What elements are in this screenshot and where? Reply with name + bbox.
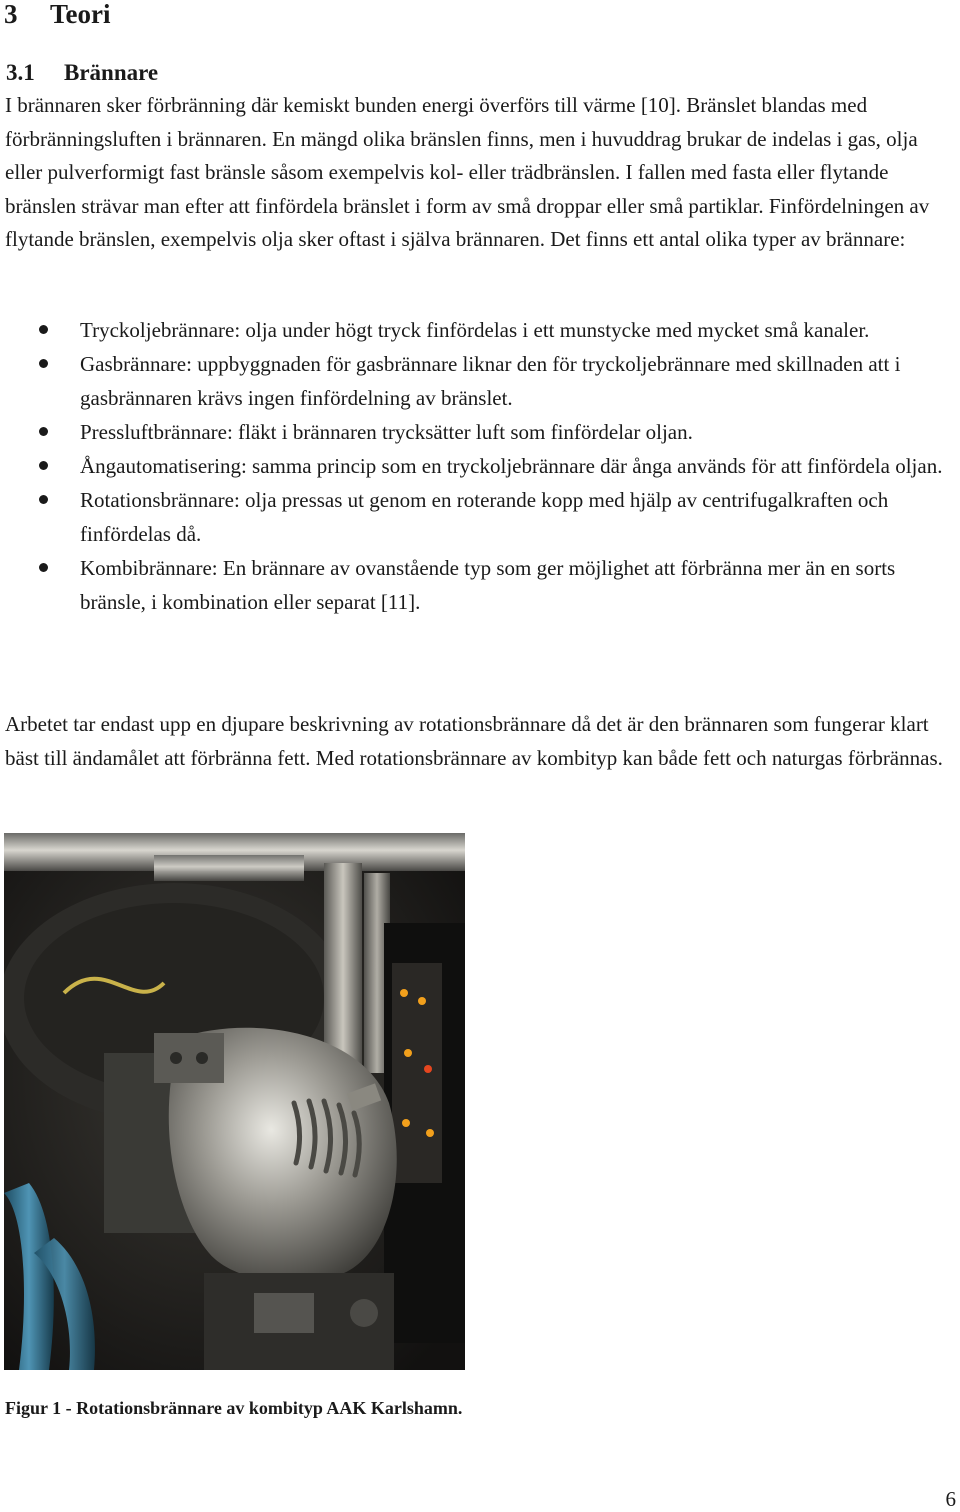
list-item-text: Pressluftbrännare: fläkt i brännaren trycksätter luft som finfördelar oljan. bbox=[80, 420, 693, 444]
bullet-icon bbox=[39, 495, 48, 504]
bullet-icon bbox=[39, 461, 48, 470]
figure-caption: Figur 1 - Rotationsbrännare av kombityp AAK Karlshamn. bbox=[5, 1398, 463, 1418]
section-heading bbox=[6, 53, 158, 93]
chapter-number: 3 bbox=[4, 0, 18, 29]
list-item-text: Rotationsbrännare: olja pressas ut genom en roterande kopp med hjälp av centrifugalkraften och finfördelas då. bbox=[80, 488, 889, 546]
burner-photo bbox=[4, 833, 465, 1370]
list-item-text: Kombibrännare: En brännare av ovanstående typ som ger möjlighet att förbränna mer än en sorts bränsle, i kombination eller separat [11]. bbox=[80, 556, 896, 614]
chapter-heading bbox=[4, 0, 111, 34]
list-item bbox=[0, 347, 950, 415]
list-item bbox=[0, 415, 950, 449]
burner-types-list bbox=[0, 313, 950, 619]
list-item bbox=[0, 551, 950, 619]
closing-paragraph: Arbetet tar endast upp en djupare beskrivning av rotationsbrännare då det är den brännaren som fungerar klart bäst till ändamålet att förbränna fett. Med rotationsbrännare av kombityp kan både fett och naturgas förbrännas. bbox=[5, 712, 943, 770]
chapter-title: Teori bbox=[50, 0, 111, 29]
section-number: 3.1 bbox=[6, 60, 35, 85]
bullet-icon bbox=[39, 563, 48, 572]
bullet-icon bbox=[39, 359, 48, 368]
page-number: 6 bbox=[945, 1487, 956, 1511]
list-item-text: Ångautomatisering: samma princip som en tryckoljebrännare där ånga används för att finfördela oljan. bbox=[80, 454, 943, 478]
list-item bbox=[0, 483, 950, 551]
burner-photo-illustration bbox=[4, 833, 465, 1370]
bullet-icon bbox=[39, 325, 48, 334]
list-item bbox=[0, 313, 950, 347]
list-item bbox=[0, 449, 950, 483]
intro-paragraph: I brännaren sker förbränning där kemiskt bunden energi överförs till värme [10]. Bränslet blandas med förbränningsluften i brännaren. En mängd olika bränslen finns, men i huvuddrag brukar de indelas i gas, olja eller pulverformigt fast bränsle såsom exempelvis kol- eller trädbränslen. I fallen med fasta eller flytande bränslen strävar man efter att finfördela bränslet i form av små droppar eller små partiklar. Finfördelningen av flytande bränslen, exempelvis olja sker oftast i själva brännaren. Det finns ett antal olika typer av brännare: bbox=[5, 93, 930, 252]
list-item-text: Tryckoljebrännare: olja under högt tryck finfördelas i ett munstycke med mycket små kanaler. bbox=[80, 318, 870, 342]
list-item-text: Gasbrännare: uppbyggnaden för gasbrännare liknar den för tryckoljebrännare med skillnaden att i gasbrännaren krävs ingen finfördelning av bränslet. bbox=[80, 352, 901, 410]
bullet-icon bbox=[39, 427, 48, 436]
section-title: Brännare bbox=[64, 60, 159, 85]
